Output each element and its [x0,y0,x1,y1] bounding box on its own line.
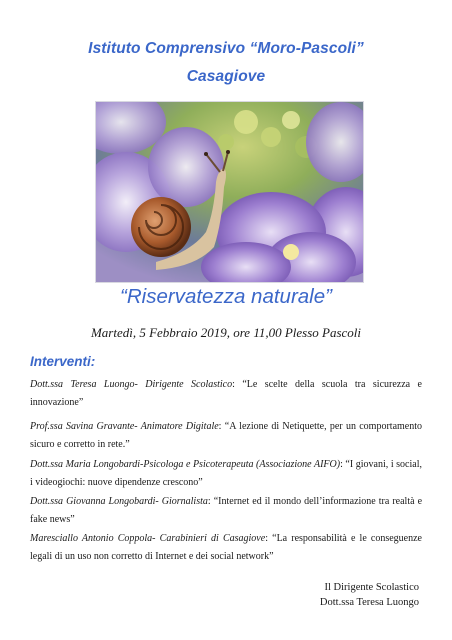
speaker: Dott.ssa Maria Longobardi-Psicologa e Psicoterapeuta (Associazione AIFO) [30,459,341,470]
institute-name: Istituto Comprensivo “Moro-Pascoli” [88,40,364,57]
event-date: Martedì, 5 Febbraio 2019, ore 11,00 Plesso Pascoli [90,325,362,340]
snail-photo [95,101,364,283]
intervention-item [30,493,422,529]
separator: : [218,421,225,432]
talk-title: “Le scelte della scuola tra sicurezza e innovazione” [30,379,422,408]
event-title: “Riservatezza naturale” [120,285,332,308]
speaker: Prof.ssa Savina Gravante- Animatore Digitale [30,421,219,432]
speaker: Maresciallo Antonio Coppola- Carabinieri di Casagiove [30,533,266,544]
signature-name: Dott.ssa Teresa Luongo [319,597,419,608]
talk-title: “La responsabilità e le conseguenze legali di un uso non corretto di Internet e dei social network” [30,533,422,562]
talk-title: “Internet ed il mondo dell’informazione tra realtà e fake news” [30,496,423,525]
speaker: Dott.ssa Giovanna Longobardi- Giornalista [30,496,208,507]
separator: : [207,496,214,507]
interventions-heading: Interventi: [30,354,96,369]
signature-role: Il Dirigente Scolastico [324,582,419,593]
snail-on-hydrangea-image [96,102,363,282]
town-name: Casagiove [186,68,266,85]
speaker: Dott.ssa Teresa Luongo- Dirigente Scolastico [30,379,233,390]
talk-title: “A lezione di Netiquette, per un comportamento sicuro e corretto in rete.” [30,421,423,450]
talk-title: “I giovani, i social, i videogiochi: nuove dipendenze crescono” [30,459,422,488]
intervention-item [30,418,422,454]
intervention-item [30,376,422,412]
intervention-item [30,456,422,492]
intervention-item [30,530,422,566]
separator: : [232,379,243,390]
separator: : [340,459,346,470]
separator: : [265,533,273,544]
